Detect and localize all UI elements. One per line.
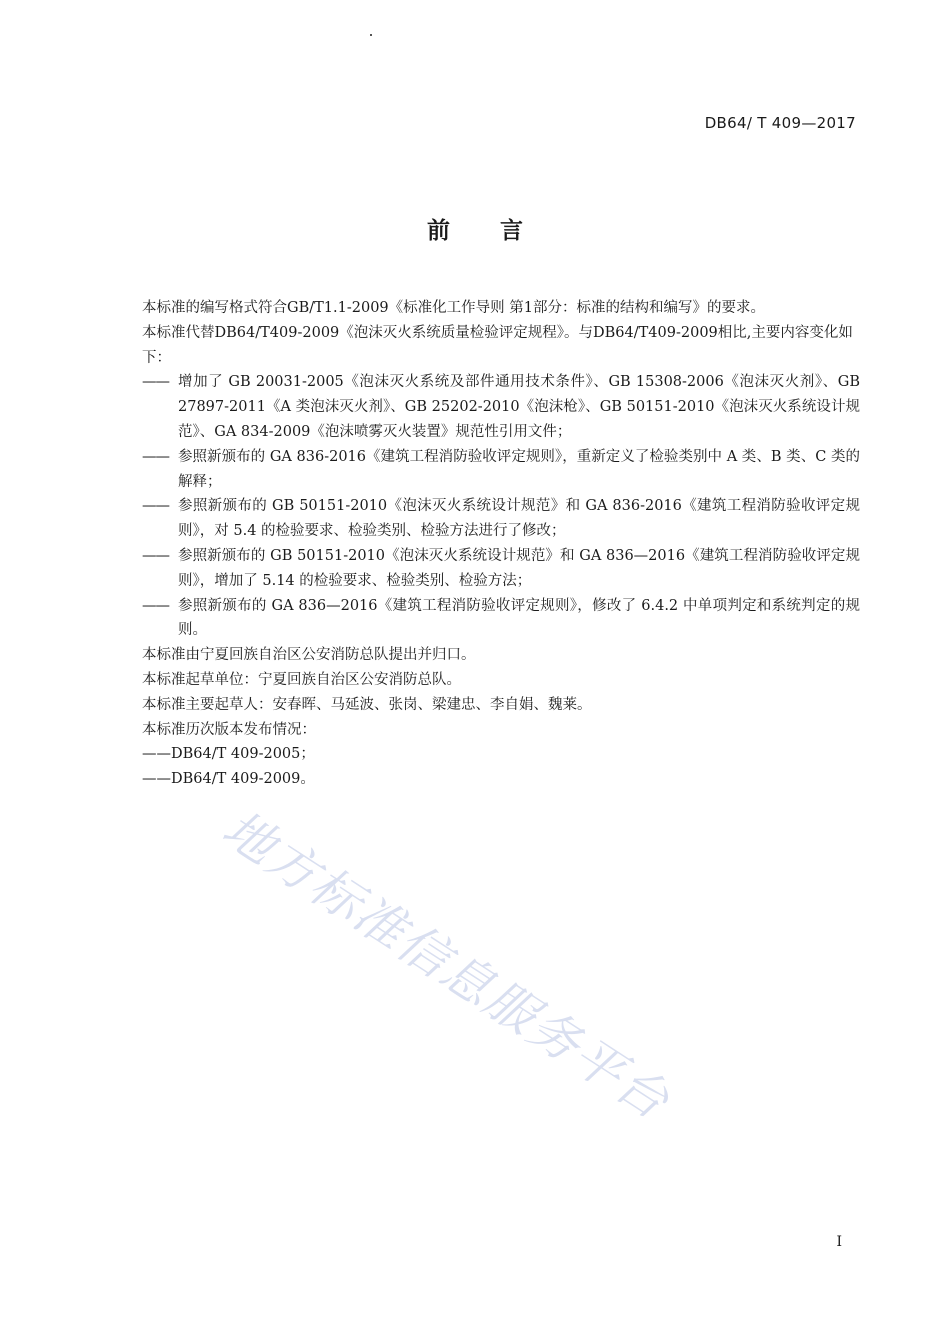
page-title: 前言 <box>427 218 573 244</box>
paragraph-drafters: 本标准主要起草人：安春晖、马延波、张岗、梁建忠、李自娟、魏莱。 <box>142 696 592 713</box>
foreword-body <box>142 296 860 792</box>
item-text: 参照新颁布的 GB 50151-2010《泡沫灭火系统设计规范》和 GA 836—2016《建筑工程消防验收评定规则》，增加了 5.14 的检验要求、检验类别、检验方法； <box>178 547 860 589</box>
history-item: ——DB64/T 409-2009。 <box>142 771 315 788</box>
item-text: 参照新颁布的 GA 836—2016《建筑工程消防验收评定规则》，修改了 6.4.2 中单项判定和系统判定的规则。 <box>178 597 860 639</box>
item-dash: —— <box>142 498 169 515</box>
paragraph-history-heading: 本标准历次版本发布情况： <box>142 721 316 738</box>
paragraph-replaces: 本标准代替DB64/T409-2009《泡沫灭火系统质量检验评定规程》。与DB64/T409-2009相比,主要内容变化如下： <box>142 324 853 366</box>
list-item <box>142 370 860 444</box>
watermark: 地方标准信息服务平台 <box>212 799 681 1132</box>
paragraph-proposer: 本标准由宁夏回族自治区公安消防总队提出并归口。 <box>142 647 476 664</box>
list-item <box>142 544 860 594</box>
list-item <box>142 494 860 544</box>
item-dash: —— <box>142 374 169 391</box>
item-dash: —— <box>142 597 169 614</box>
history-item: ——DB64/T 409-2005； <box>142 746 315 763</box>
item-text: 增加了 GB 20031-2005《泡沫灭火系统及部件通用技术条件》、GB 15308-2006《泡沫灭火剂》、GB 27897-2011《A 类泡沫灭火剂》、GB 25202-2010《泡沫枪》、GB 50151-2010《泡沫灭火系统设计规范》、GA 834-2009《泡沫喷雾灭火装置》规范性引用文件； <box>178 374 860 440</box>
item-dash: —— <box>142 547 169 564</box>
scan-speck <box>370 34 372 36</box>
item-text: 参照新颁布的 GA 836-2016《建筑工程消防验收评定规则》，重新定义了检验类别中 A 类、B 类、C 类的解释； <box>178 448 860 490</box>
list-item <box>142 594 860 644</box>
list-item <box>142 445 860 495</box>
paragraph-drafting-unit: 本标准起草单位：宁夏回族自治区公安消防总队。 <box>142 671 461 688</box>
item-dash: —— <box>142 448 169 465</box>
page-number: I <box>836 1234 842 1250</box>
document-code: DB64/ T 409—2017 <box>704 114 856 132</box>
item-text: 参照新颁布的 GB 50151-2010《泡沫灭火系统设计规范》和 GA 836-2016《建筑工程消防验收评定规则》，对 5.4 的检验要求、检验类别、检验方法进行了修改； <box>178 498 860 540</box>
paragraph-format: 本标准的编写格式符合GB/T1.1-2009《标准化工作导则 第1部分：标准的结构和编写》的要求。 <box>142 300 765 316</box>
